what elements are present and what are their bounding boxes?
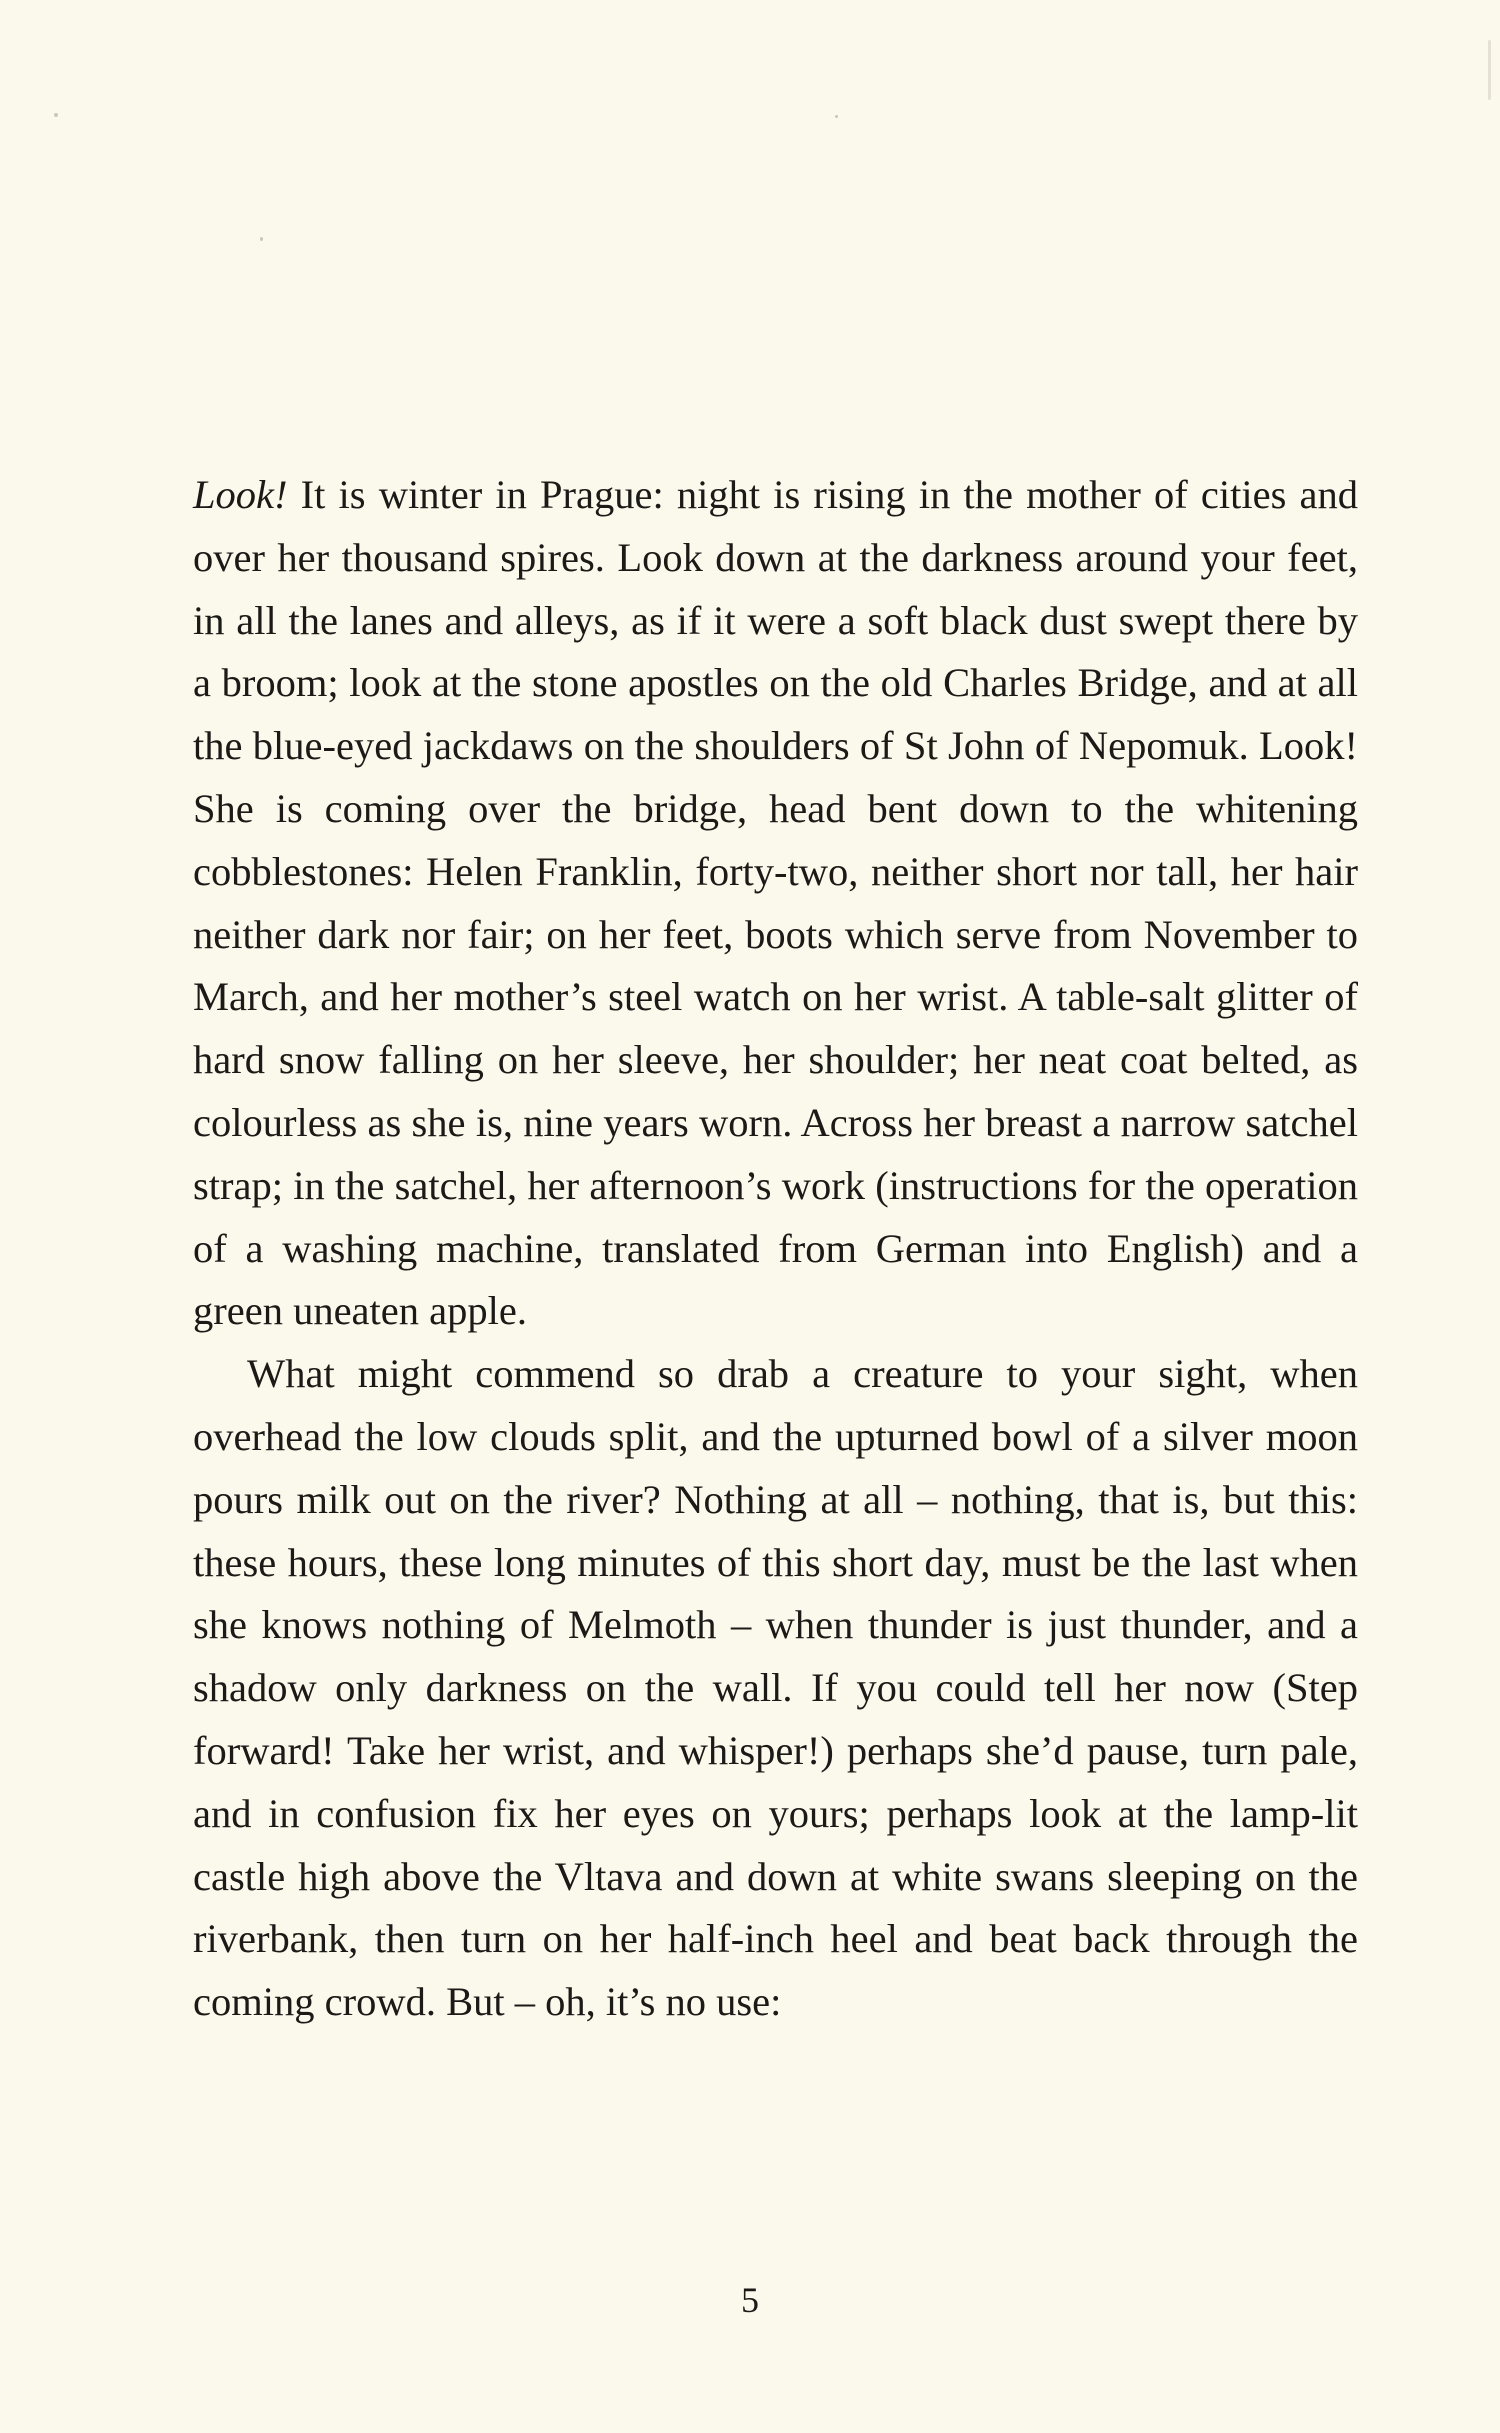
italic-lead-word: Look!	[193, 472, 288, 517]
paper-speck	[54, 113, 58, 117]
paper-speck	[1488, 40, 1491, 100]
page-number: 5	[741, 2280, 759, 2320]
paper-speck	[835, 115, 838, 118]
paragraph-1-text: It is winter in Prague: night is rising in the mother of cities and over her thousand spires. Look down at the darkness around your feet, in all the lanes and alleys, as if it were a soft black dust swept there by a broom; look at the stone apostles on the old Charles Bridge, and at all the blue-eyed jackdaws on the shoulders of St John of Nepomuk. Look! She is coming over the bridge, head bent down to the whitening cobblestones: Helen Franklin, forty-two, neither short nor tall, her hair neither dark nor fair; on her feet, boots which serve from November to March, and her mother’s steel watch on her wrist. A table-salt glitter of hard snow falling on her sleeve, her shoulder; her neat coat belted, as colourless as she is, nine years worn. Across her breast a narrow satchel strap; in the satchel, her afternoon’s work (instructions for the operation of a washing machine, translated from German into English) and a green uneaten apple.	[193, 472, 1358, 1334]
paragraph-2: What might commend so drab a creature to your sight, when overhead the low clouds split, and the upturned bowl of a silver moon pours milk out on the river? Nothing at all – nothing, that is, but this: these hours, these long minutes of this short day, must be the last when she knows nothing of Melmoth – when thunder is just thunder, and a shadow only darkness on the wall. If you could tell her now (Step forward! Take her wrist, and whisper!) perhaps she’d pause, turn pale, and in confusion fix her eyes on yours; perhaps look at the lamp-lit castle high above the Vltava and down at white swans sleeping on the riverbank, then turn on her half-inch heel and beat back through the coming crowd. But – oh, it’s no use:	[193, 1351, 1358, 2025]
body-text	[193, 464, 1358, 2034]
paragraph-1	[193, 464, 1358, 1343]
paper-speck	[260, 237, 263, 241]
